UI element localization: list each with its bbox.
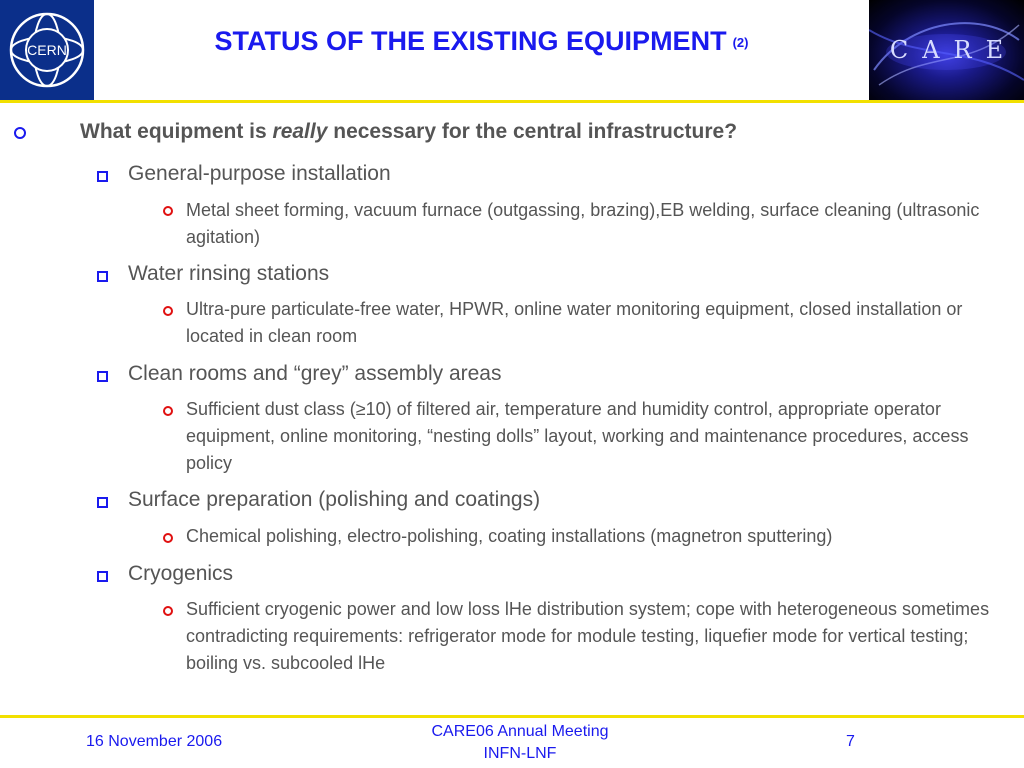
cern-logo-graphic xyxy=(4,4,90,96)
care-logo xyxy=(869,0,1024,100)
footer-divider xyxy=(0,715,1024,718)
circle-bullet-icon xyxy=(163,533,173,543)
question-emphasis: really xyxy=(272,120,328,143)
cern-logo-text: CERN xyxy=(27,42,67,58)
footer-event-line1: CARE06 Annual Meeting xyxy=(431,723,609,740)
footer-date: 16 November 2006 xyxy=(86,733,223,750)
care-logo-text: CARE xyxy=(889,36,1018,64)
question-prefix: What equipment is xyxy=(80,120,273,143)
circle-bullet-icon xyxy=(163,306,173,316)
list-item: General-purpose installation xyxy=(128,162,391,185)
circle-bullet-icon xyxy=(163,406,173,416)
square-bullet-icon xyxy=(97,171,108,182)
list-item: Surface preparation (polishing and coatings) xyxy=(128,488,541,511)
list-item: Water rinsing stations xyxy=(128,262,330,285)
circle-bullet-icon xyxy=(163,206,173,216)
main-question xyxy=(80,120,1010,144)
page-title xyxy=(94,26,869,57)
list-item-detail: Metal sheet forming, vacuum furnace (outgassing, brazing),EB welding, surface cleaning (ultrasonic agitation) xyxy=(186,200,980,247)
square-bullet-icon xyxy=(97,371,108,382)
question-suffix: necessary for the central infrastructure? xyxy=(327,120,738,143)
title-suffix: (2) xyxy=(732,35,749,50)
cern-logo xyxy=(0,0,94,100)
square-bullet-icon xyxy=(97,271,108,282)
list-item: Cryogenics xyxy=(128,562,234,585)
list-item-detail: Ultra-pure particulate-free water, HPWR, online water monitoring equipment, closed installation or located in clean room xyxy=(186,299,963,346)
square-bullet-icon xyxy=(97,571,108,582)
list-item-detail: Sufficient cryogenic power and low loss lHe distribution system; cope with heterogeneous sometimes contradicting requirements: refrigerator mode for module testing, liquefier mode for vertical testing; boiling vs. subcooled lHe xyxy=(186,599,990,673)
main-bullet-icon xyxy=(14,127,26,139)
header-divider xyxy=(0,100,1024,103)
page-number: 7 xyxy=(846,733,855,750)
list-item: Clean rooms and “grey” assembly areas xyxy=(128,362,502,385)
footer-event-line2: INFN-LNF xyxy=(483,745,557,762)
list-item-detail: Sufficient dust class (≥10) of filtered air, temperature and humidity control, appropriate operator equipment, online monitoring, “nesting dolls” layout, working and maintenance procedures, access policy xyxy=(186,399,969,473)
circle-bullet-icon xyxy=(163,606,173,616)
title-text: STATUS OF THE EXISTING EQUIPMENT xyxy=(214,26,727,56)
footer-event xyxy=(370,721,670,765)
square-bullet-icon xyxy=(97,497,108,508)
list-item-detail: Chemical polishing, electro-polishing, coating installations (magnetron sputtering) xyxy=(186,526,833,546)
